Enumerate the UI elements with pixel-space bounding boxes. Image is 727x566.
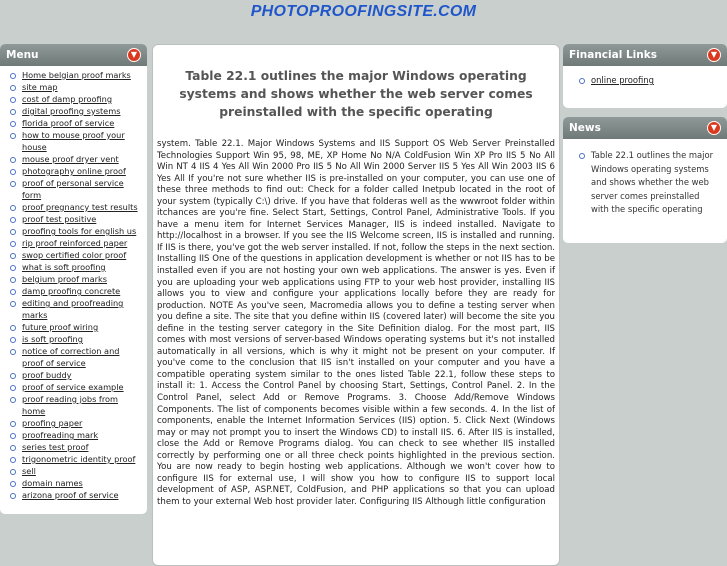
financial-link[interactable]: online proofing: [591, 75, 654, 85]
menu-link[interactable]: proofing paper: [22, 418, 83, 428]
list-item[interactable]: [6, 297, 141, 321]
list-item[interactable]: [6, 393, 141, 417]
menu-link[interactable]: domain names: [22, 478, 83, 488]
list-item[interactable]: [6, 201, 141, 213]
list-item[interactable]: [6, 381, 141, 393]
list-item[interactable]: [6, 345, 141, 369]
menu-panel: [0, 44, 147, 514]
list-item[interactable]: [6, 165, 141, 177]
list-item[interactable]: [6, 465, 141, 477]
article-panel: [152, 44, 560, 566]
list-item[interactable]: [6, 477, 141, 489]
list-item[interactable]: [6, 273, 141, 285]
news-header: [563, 117, 727, 139]
menu-link[interactable]: belgium proof marks: [22, 274, 108, 284]
menu-link[interactable]: proofing tools for english us: [22, 226, 137, 236]
menu-link[interactable]: notice of correction and proof of service: [22, 346, 120, 368]
chevron-down-icon[interactable]: ▼: [707, 121, 721, 135]
list-item[interactable]: [6, 417, 141, 429]
menu-link[interactable]: proof of service example: [22, 382, 124, 392]
menu-link[interactable]: editing and proofreading marks: [22, 298, 124, 320]
menu-link[interactable]: future proof wiring: [22, 322, 99, 332]
list-item[interactable]: [6, 81, 141, 93]
list-item: [577, 149, 719, 217]
financial-links-header: [563, 44, 727, 66]
menu-link[interactable]: rip proof reinforced paper: [22, 238, 128, 248]
menu-link[interactable]: what is soft proofing: [22, 262, 106, 272]
list-item[interactable]: [6, 453, 141, 465]
site-title[interactable]: PHOTOPROOFINGSITE.COM: [250, 3, 477, 20]
list-item[interactable]: [577, 74, 719, 88]
article-title: Table 22.1 outlines the major Windows operating systems and shows whether the web server comes preinstalled with the specific operating: [179, 69, 533, 119]
list-item[interactable]: [6, 93, 141, 105]
menu-link[interactable]: mouse proof dryer vent: [22, 154, 119, 164]
news-panel: [563, 117, 727, 243]
article-body: system. Table 22.1. Major Windows Systems and IIS Support OS Web Server Preinstalled Technologies Support Win 95, 98, ME, XP Home No N/A ColdFusion Win XP Pro IIS 5 No All Win NT 4 IIS 4 Yes All Win 2000 Pro IIS 5 No All Win 2000 Server IIS 5 Yes All Win 2003 IIS 6 Yes All If you're not sure whether IIS is pre-installed on your computer, you can use one of these three methods to find out: Check for a folder called Inetpub located in the root of your system (typically C:\) drive. If you have that folderas well as the wwwroot folder within itchances are you're fine. Select Start, Settings, Control Panel, Administrative Tools. If you have a menu item for Internet Services Manager, IIS is indeed installed. Navigate to http://localhost in a browser. If you see the IIS Welcome screen, IIS is installed and running. If IIS is there, you've got the web server installed. If not, follow the steps in the next section. Installing IIS One of the questions in application development is whether or not IIS has to be installed even if you are not hosting your own web applications. The answer is yes. Even if you are uploading your web applications using FTP to your web host provider, installing IIS allows you to view and configure your applications locally before they are ready for production. NOTE As you've seen, Macromedia allows you to define a testing server when you define a site. The site that you define within IIS (covered later) will become the site you define in the testing server category in the Site Definition dialog. For the most part, IIS comes with most versions of server-based Windows operating systems but it's not installed automatically in all versions, which is why it might not be present on your computer. If you've come to the conclusion that IIS isn't installed on your computer and you have a compatible operating system similar to the ones listed Table 22.1, follow these steps to install it: 1. Access the Control Panel by choosing Start, Settings, Control Panel. 2. In the Control Panel, select Add or Remove Programs. 3. Choose Add/Remove Windows Components. The list of components becomes visible within a few seconds. 4. In the list of components, enable the Internet Information Services (IIS) option. 5. Click Next (Windows may or may not prompt you to insert the Windows CD) to install IIS. 6. After IIS is installed, close the Add or Remove Programs dialog. You can check to see whether IIS installed correctly by performing one or all three check points highlighted in the previous section. You are now ready to begin hosting web applications. Although we won't cover how to configure IIS for external use, I will show you how to configure IIS to support local development of ASP, ASP.NET, ColdFusion, and PHP applications so that you can upload them to your external Web host provider later. Configuring IIS Although little configuration: [157, 139, 556, 507]
list-item[interactable]: [6, 129, 141, 153]
list-item[interactable]: [6, 429, 141, 441]
financial-links-title: Financial Links: [569, 49, 657, 61]
chevron-down-icon[interactable]: ▼: [707, 48, 721, 62]
menu-link[interactable]: proof test positive: [22, 214, 97, 224]
menu-list: [0, 66, 147, 501]
list-item[interactable]: [6, 369, 141, 381]
chevron-down-icon[interactable]: ▼: [127, 48, 141, 62]
menu-link[interactable]: digital proofing systems: [22, 106, 121, 116]
list-item[interactable]: [6, 105, 141, 117]
list-item[interactable]: [6, 261, 141, 273]
list-item[interactable]: [6, 177, 141, 201]
menu-link[interactable]: photography online proof: [22, 166, 126, 176]
list-item[interactable]: [6, 153, 141, 165]
list-item[interactable]: [6, 321, 141, 333]
news-item: Table 22.1 outlines the major Windows operating systems and shows whether the web server comes preinstalled with the specific operating: [591, 150, 714, 214]
menu-link[interactable]: proof reading jobs from home: [22, 394, 118, 416]
list-item[interactable]: [6, 441, 141, 453]
menu-link[interactable]: proof of personal service form: [22, 178, 124, 200]
menu-link[interactable]: site map: [22, 82, 58, 92]
menu-link[interactable]: series test proof: [22, 442, 89, 452]
news-title: News: [569, 122, 601, 134]
list-item[interactable]: [6, 69, 141, 81]
menu-link[interactable]: proof pregnancy test results: [22, 202, 138, 212]
list-item[interactable]: [6, 249, 141, 261]
menu-header: [0, 44, 147, 66]
financial-links-list: [563, 66, 727, 88]
news-list: [563, 139, 727, 217]
list-item[interactable]: [6, 117, 141, 129]
menu-link[interactable]: florida proof of service: [22, 118, 115, 128]
menu-link[interactable]: proofreading mark: [22, 430, 99, 440]
menu-link[interactable]: arizona proof of service: [22, 490, 119, 500]
menu-title: Menu: [6, 49, 39, 61]
financial-links-panel: [563, 44, 727, 108]
menu-link[interactable]: proof buddy: [22, 370, 72, 380]
menu-link[interactable]: damp proofing concrete: [22, 286, 121, 296]
menu-link[interactable]: is soft proofing: [22, 334, 83, 344]
list-item[interactable]: [6, 225, 141, 237]
list-item[interactable]: [6, 237, 141, 249]
menu-link[interactable]: trigonometric identity proof: [22, 454, 136, 464]
menu-link[interactable]: swop certified color proof: [22, 250, 127, 260]
menu-link[interactable]: how to mouse proof your house: [22, 130, 125, 152]
list-item[interactable]: [6, 285, 141, 297]
list-item[interactable]: [6, 333, 141, 345]
list-item[interactable]: [6, 213, 141, 225]
menu-link[interactable]: Home belgian proof marks: [22, 70, 131, 80]
list-item[interactable]: [6, 489, 141, 501]
menu-link[interactable]: sell: [22, 466, 36, 476]
menu-link[interactable]: cost of damp proofing: [22, 94, 113, 104]
